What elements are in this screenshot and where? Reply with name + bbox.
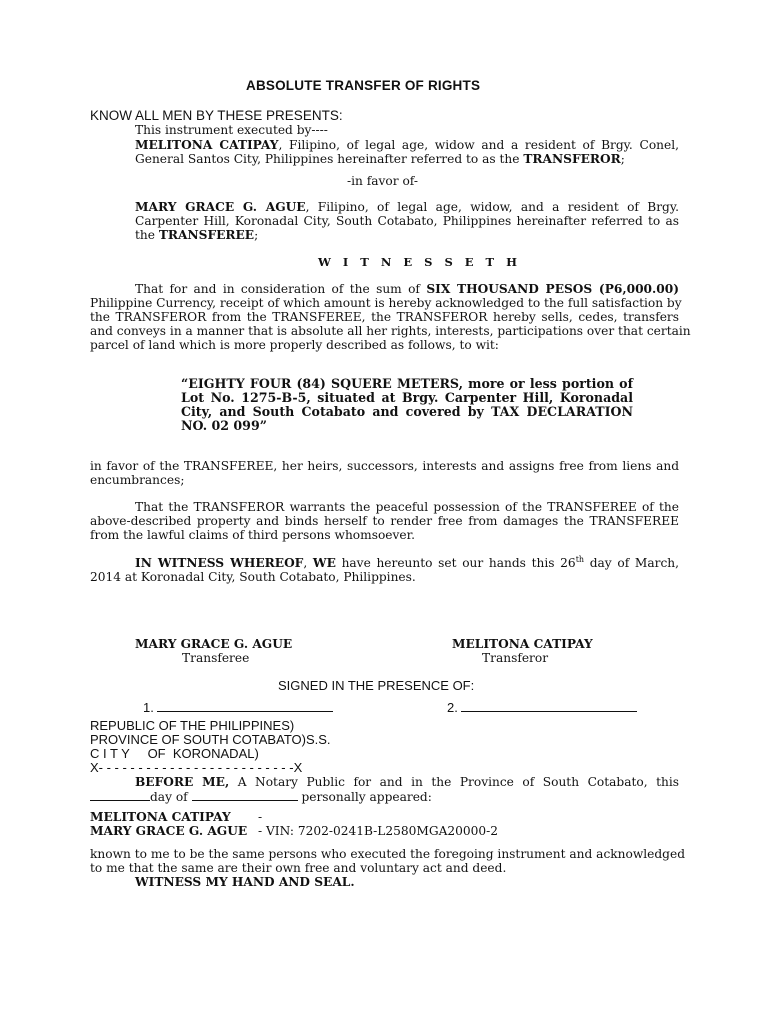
property-line-4: NO. 02 099”	[181, 418, 267, 433]
before-me-line-2: day of personally appeared:	[90, 789, 432, 805]
witness-line-2: 2.	[447, 700, 637, 715]
consideration-line-5: parcel of land which is more properly described as follows, to wit:	[90, 338, 499, 352]
warranty-line-3: from the lawful claims of third persons whomsoever.	[90, 528, 415, 542]
witness-1-signature-blank	[157, 700, 333, 712]
transferee-name: MARY GRACE G. AGUE	[135, 200, 306, 214]
favor-clause-line-1: in favor of the TRANSFEREE, her heirs, successors, interests and assigns free from liens and	[90, 459, 679, 473]
consideration-line-1: That for and in consideration of the sum of SIX THOUSAND PESOS (P6,000.00)	[135, 282, 679, 296]
ack-republic: REPUBLIC OF THE PHILIPPINES)	[90, 718, 295, 733]
ack-person-2-name: MARY GRACE G. AGUE	[90, 824, 248, 838]
month-blank	[192, 789, 298, 801]
transferee-line-3: the TRANSFEREE;	[135, 228, 259, 242]
ack-province: PROVINCE OF SOUTH COTABATO)S.S.	[90, 732, 331, 747]
consideration-line-2: Philippine Currency, receipt of which amount is hereby acknowledged to the full satisfaction by	[90, 296, 682, 310]
favor-clause-line-2: encumbrances;	[90, 473, 185, 487]
signatory-transferee-name: MARY GRACE G. AGUE	[135, 637, 293, 651]
known-line-2: to me that the same are their own free and voluntary act and deed.	[90, 861, 507, 875]
intro-line: This instrument executed by----	[135, 123, 328, 137]
signatory-transferor-name: MELITONA CATIPAY	[452, 637, 593, 651]
witness-2-signature-blank	[461, 700, 637, 712]
witness-line-1: 1.	[143, 700, 333, 715]
property-line-2: Lot No. 1275-B-5, situated at Brgy. Carpenter Hill, Koronadal	[181, 390, 633, 405]
opening-line: KNOW ALL MEN BY THESE PRESENTS:	[90, 108, 343, 123]
transferee-line-2: Carpenter Hill, Koronadal City, South Cotabato, Philippines hereinafter referred to as	[135, 214, 679, 228]
ack-person-1-id: -	[258, 810, 263, 824]
known-line-1: known to me to be the same persons who executed the foregoing instrument and acknowledged	[90, 847, 685, 861]
ack-person-1-name: MELITONA CATIPAY	[90, 810, 231, 824]
ack-person-2-id: - VIN: 7202-0241B-L2580MGA20000-2	[258, 824, 499, 838]
transferee-line-1: MARY GRACE G. AGUE, Filipino, of legal age, widow, and a resident of Brgy.	[135, 200, 679, 214]
warranty-line-2: above-described property and binds herself to render free from damages the TRANSFEREE	[90, 514, 679, 528]
property-line-3: City, and South Cotabato and covered by TAX DECLARATION	[181, 404, 633, 419]
transferor-line-1: MELITONA CATIPAY, Filipino, of legal age, widow and a resident of Brgy. Conel,	[135, 138, 679, 152]
presence-heading: SIGNED IN THE PRESENCE OF:	[278, 678, 475, 693]
transferor-role: TRANSFEROR	[523, 152, 621, 166]
witnesseth-heading: W I T N E S S E T H	[318, 255, 521, 269]
consideration-amount: SIX THOUSAND PESOS (P6,000.00)	[426, 282, 679, 296]
consideration-line-4: and conveys in a manner that is absolute all her rights, interests, participations over that certain	[90, 324, 691, 338]
whereof-line-2: 2014 at Koronadal City, South Cotabato, Philippines.	[90, 570, 416, 584]
ack-separator: X- - - - - - - - - - - - - - - - - - - - - - - - -X	[90, 760, 303, 775]
before-me-line-1: BEFORE ME, A Notary Public for and in the Province of South Cotabato, this	[135, 775, 679, 789]
witness-hand-seal: WITNESS MY HAND AND SEAL.	[135, 875, 355, 889]
document-title: ABSOLUTE TRANSFER OF RIGHTS	[246, 78, 481, 93]
warranty-line-1: That the TRANSFEROR warrants the peaceful possession of the TRANSFEREE of the	[135, 500, 679, 514]
transferee-role: TRANSFEREE	[158, 228, 255, 242]
ack-city: C I T Y OF KORONADAL)	[90, 746, 259, 761]
signatory-transferee-role: Transferee	[182, 651, 250, 665]
consideration-line-3: the TRANSFEROR from the TRANSFEREE, the TRANSFEROR hereby sells, cedes, transfers	[90, 310, 679, 324]
signatory-transferor-role: Transferor	[482, 651, 549, 665]
in-favor-of: -in favor of-	[347, 174, 418, 188]
transferor-line-2: General Santos City, Philippines hereinafter referred to as the TRANSFEROR;	[135, 152, 625, 166]
day-blank	[90, 789, 150, 801]
transferor-name: MELITONA CATIPAY	[135, 138, 279, 152]
property-line-1: “EIGHTY FOUR (84) SQUERE METERS, more or less portion of	[181, 376, 633, 391]
whereof-line-1: IN WITNESS WHEREOF, WE have hereunto set our hands this 26th day of March,	[135, 554, 680, 570]
